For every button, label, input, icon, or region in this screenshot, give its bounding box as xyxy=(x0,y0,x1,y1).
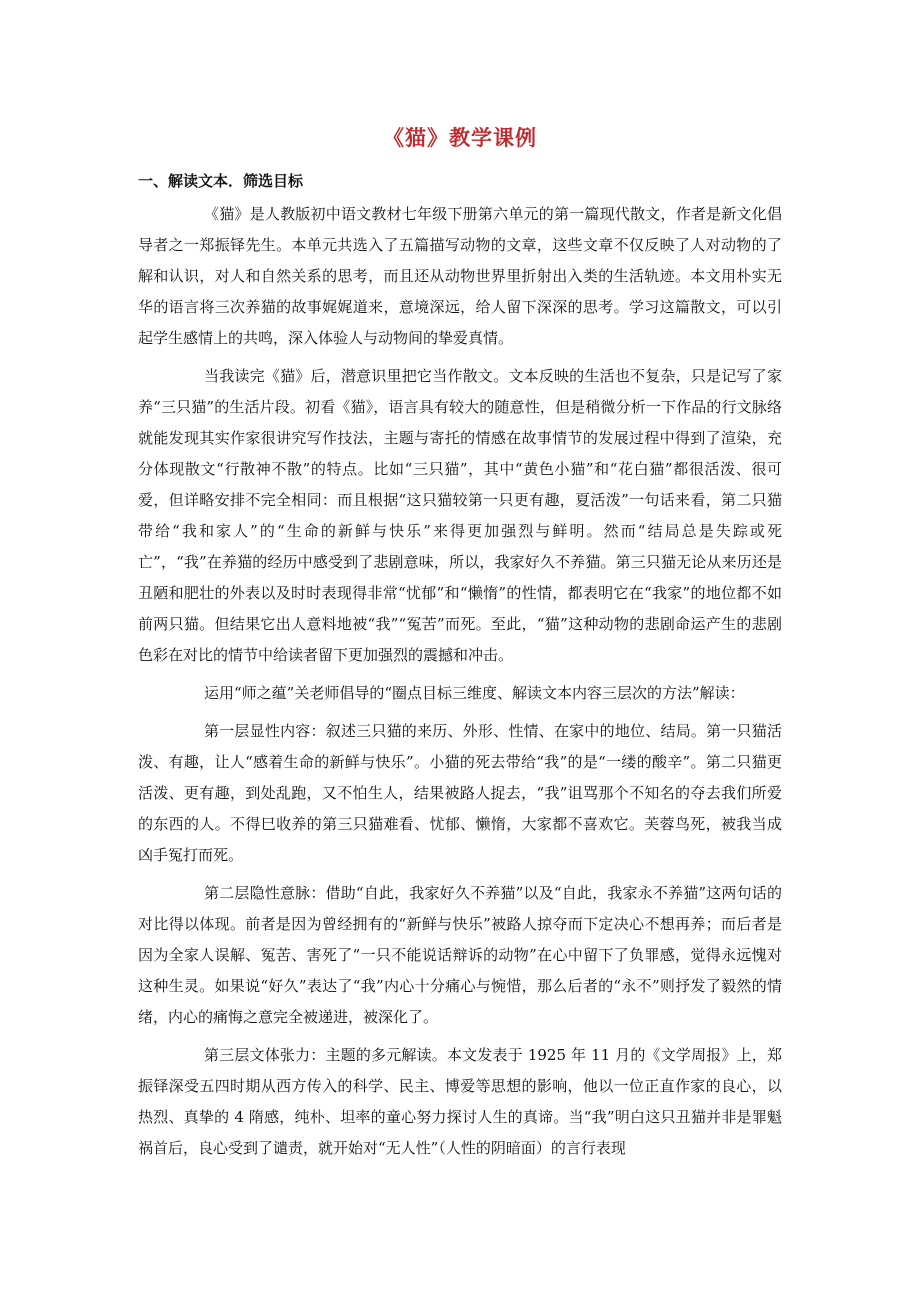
paragraph-intro: 《猫》是人教版初中语文教材七年级下册第六单元的第一篇现代散文，作者是新文化倡导者之一郑振铎先生。本单元共选入了五篇描写动物的文章，这些文章不仅反映了人对动物的了解和认识，对人和自然关系的思考，而且还从动物世界里折射出入类的生活轨迹。本文用朴实无华的语言将三次养猫的故事娓娓道来，意境深远，给人留下深深的思考。学习这篇散文，可以引起学生感情上的共鸣，深入体验人与动物间的挚爱真情。 xyxy=(138,205,782,347)
paragraph-layer-one: 第一层显性内容：叙述三只猫的来历、外形、性情、在家中的地位、结局。第一只猫活泼、有趣，让人“感着生命的新鲜与快乐”。小猫的死去带给“我”的是“一缕的酸辛”。第二只猫更活泼、更有趣，到处乱跑，又不怕生人，结果被路人捉去，“我”诅骂那个不知名的夺去我们所爱的东西的人。不得巳收养的第三只猫难看、忧郁、懒惰，大家都不喜欢它。芙蓉鸟死，被我当成凶手冤打而死。 xyxy=(138,722,782,864)
document-title: 《猫》教学课例 xyxy=(383,126,537,150)
paragraph-analysis: 当我读完《猫》后，潜意识里把它当作散文。文本反映的生活也不复杂，只是记写了家养“三只猫”的生活片段。初看《猫》，语言具有较大的随意性，但是稍微分析一下作品的行文脉络就能发现其实作家很讲究写作技法，主题与寄托的情感在故事情节的发展过程中得到了渲染，充分体现散文“行散神不散”的特点。比如“三只猫”，其中“黄色小猫”和“花白猫”都很活泼、很可爱，但详略安排不完全相同：而且根据“这只猫较第一只更有趣，夏活泼”一句话来看，第二只猫带给“我和家人”的“生命的新鲜与快乐”来得更加强烈与鲜明。然而“结局总是失踪或死亡”，“我”在养猫的经历中感受到了悲剧意味，所以，我家好久不养猫。第三只猫无论从来历还是丑陋和肥壮的外表以及时时表现得非常“忧郁”和“懒惰”的性情，都表明它在“我家”的地位都不如前两只猫。但结果它出人意料地被“我”“冤苦”而死。至此，“猫”这种动物的悲剧命运产生的悲剧色彩在对比的情节中给读者留下更加强烈的震撼和冲击。 xyxy=(138,367,782,664)
paragraph-layer-two: 第二层隐性意脉：借助“自此，我家好久不养猫”以及“自此，我家永不养猫”这两句话的对比得以体现。前者是因为曾经拥有的“新鲜与快乐”被路人掠夺而下定决心不想再养；而后者是因为全家人误解、冤苦、害死了“一只不能说话辩诉的动物”在心中留下了负罪感，觉得永远愧对这种生灵。如果说“好久”表达了“我”内心十分痛心与惋惜，那么后者的“永不”则抒发了毅然的情绪，内心的痛悔之意完全被递进，被深化了。 xyxy=(138,884,782,1026)
paragraph-method: 运用“师之蕴”关老师倡导的“圈点目标三维度、解读文本内容三层次的方法”解读： xyxy=(204,684,745,702)
section-heading: 一、解读文本．筛选目标 xyxy=(138,172,304,190)
paragraph-layer-three: 第三层文体张力：主题的多元解读。本文发表于 1925 年 11 月的《文学周报》上，郑振铎深受五四时期从西方传入的科学、民主、博爱等思想的影响，他以一位正直作家的良心，以热烈、真挚的 4 隋感，纯朴、坦率的童心努力探讨人生的真谛。当“我”明白这只丑猫并非是罪魁祸首后，良心受到了谴责，就开始对“无人性”（人性的阴暗面）的言行表现 xyxy=(138,1046,782,1157)
document-body xyxy=(138,199,782,1171)
